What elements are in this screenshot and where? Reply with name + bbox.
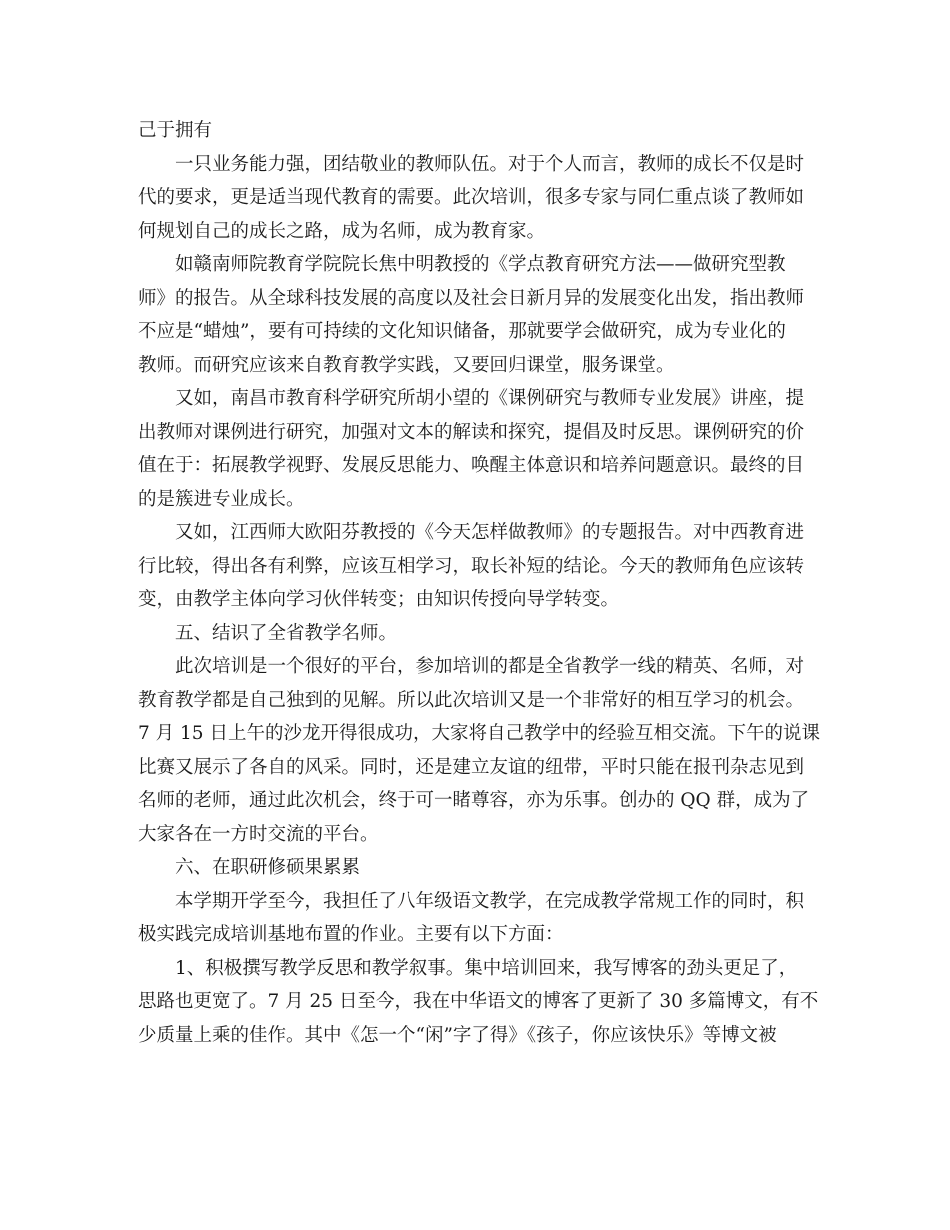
text-line: 行比较，得出各有利弊，应该互相学习，取长补短的结论。今天的教师角色应该转	[138, 555, 805, 577]
text-line: 己于拥有	[138, 120, 213, 141]
text-line: 极实践完成培训基地布置的作业。主要有以下方面：	[138, 924, 564, 945]
text-line: 如赣南师院教育学院院长焦中明教授的《学点教育研究方法——做研究型教	[175, 254, 786, 275]
text-line: 五、结识了全省教学名师。	[175, 622, 398, 644]
text-line: 教育教学都是自己独到的见解。所以此次培训又是一个非常好的相互学习的机会。	[138, 689, 805, 711]
text-line: 一只业务能力强，团结敬业的教师队伍。对于个人而言，教师的成长不仅是时	[175, 153, 805, 175]
text-line: 1、积极撰写教学反思和教学叙事。集中培训回来，我写博客的劲头更足了，	[175, 957, 798, 979]
text-line: 比赛又展示了各自的风采。同时，还是建立友谊的纽带，平时只能在报刊杂志见到	[138, 756, 805, 778]
text-line: 大家各在一方时交流的平台。	[138, 823, 379, 845]
text-line: 的是簇进专业成长。	[138, 488, 305, 510]
text-line: 出教师对课例进行研究，加强对文本的解读和探究，提倡及时反思。课例研究的价	[138, 421, 805, 443]
text-line: 代的要求，更是适当现代教育的需要。此次培训，很多专家与同仁重点谈了教师如	[138, 187, 805, 208]
text-line: 少质量上乘的佳作。其中《怎一个“闲”字了得》《孩子，你应该快乐》等博文被	[138, 1024, 777, 1046]
text-line: 师》的报告。从全球科技发展的高度以及社会日新月异的发展变化出发，指出教师	[138, 287, 805, 309]
text-line: 又如，江西师大欧阳芬教授的《今天怎样做教师》的专题报告。对中西教育进	[175, 522, 805, 543]
text-line: 名师的老师，通过此次机会，终于可一睹尊容，亦为乐事。创办的 QQ 群，成为了	[138, 790, 810, 811]
text-line: 思路也更宽了。7 月 25 日至今，我在中华语文的博客了更新了 30 多篇博文，有不	[138, 991, 819, 1012]
text-line: 值在于：拓展教学视野、发展反思能力、唤醒主体意识和培养问题意识。最终的目	[138, 455, 805, 476]
text-line: 变，由教学主体向学习伙伴转变；由知识传授向导学转变。	[138, 589, 620, 610]
text-line: 教师。而研究应该来自教育教学实践，又要回归课堂，服务课堂。	[138, 354, 675, 376]
text-line: 何规划自己的成长之路，成为名师，成为教育家。	[138, 220, 546, 242]
document-body	[138, 114, 828, 1052]
text-line: 又如，南昌市教育科学研究所胡小望的《课例研究与教师专业发展》讲座，提	[175, 388, 805, 409]
text-line: 不应是“蜡烛”，要有可持续的文化知识储备，那就要学会做研究，成为专业化的	[138, 321, 786, 342]
text-line: 六、在职研修硕果累累	[175, 857, 361, 878]
text-line: 此次培训是一个很好的平台，参加培训的都是全省教学一线的精英、名师，对	[175, 656, 805, 677]
text-line: 本学期开学至今，我担任了八年级语文教学，在完成教学常规工作的同时，积	[175, 890, 805, 912]
text-line: 7 月 15 日上午的沙龙开得很成功，大家将自己教学中的经验互相交流。下午的说课	[138, 723, 820, 744]
